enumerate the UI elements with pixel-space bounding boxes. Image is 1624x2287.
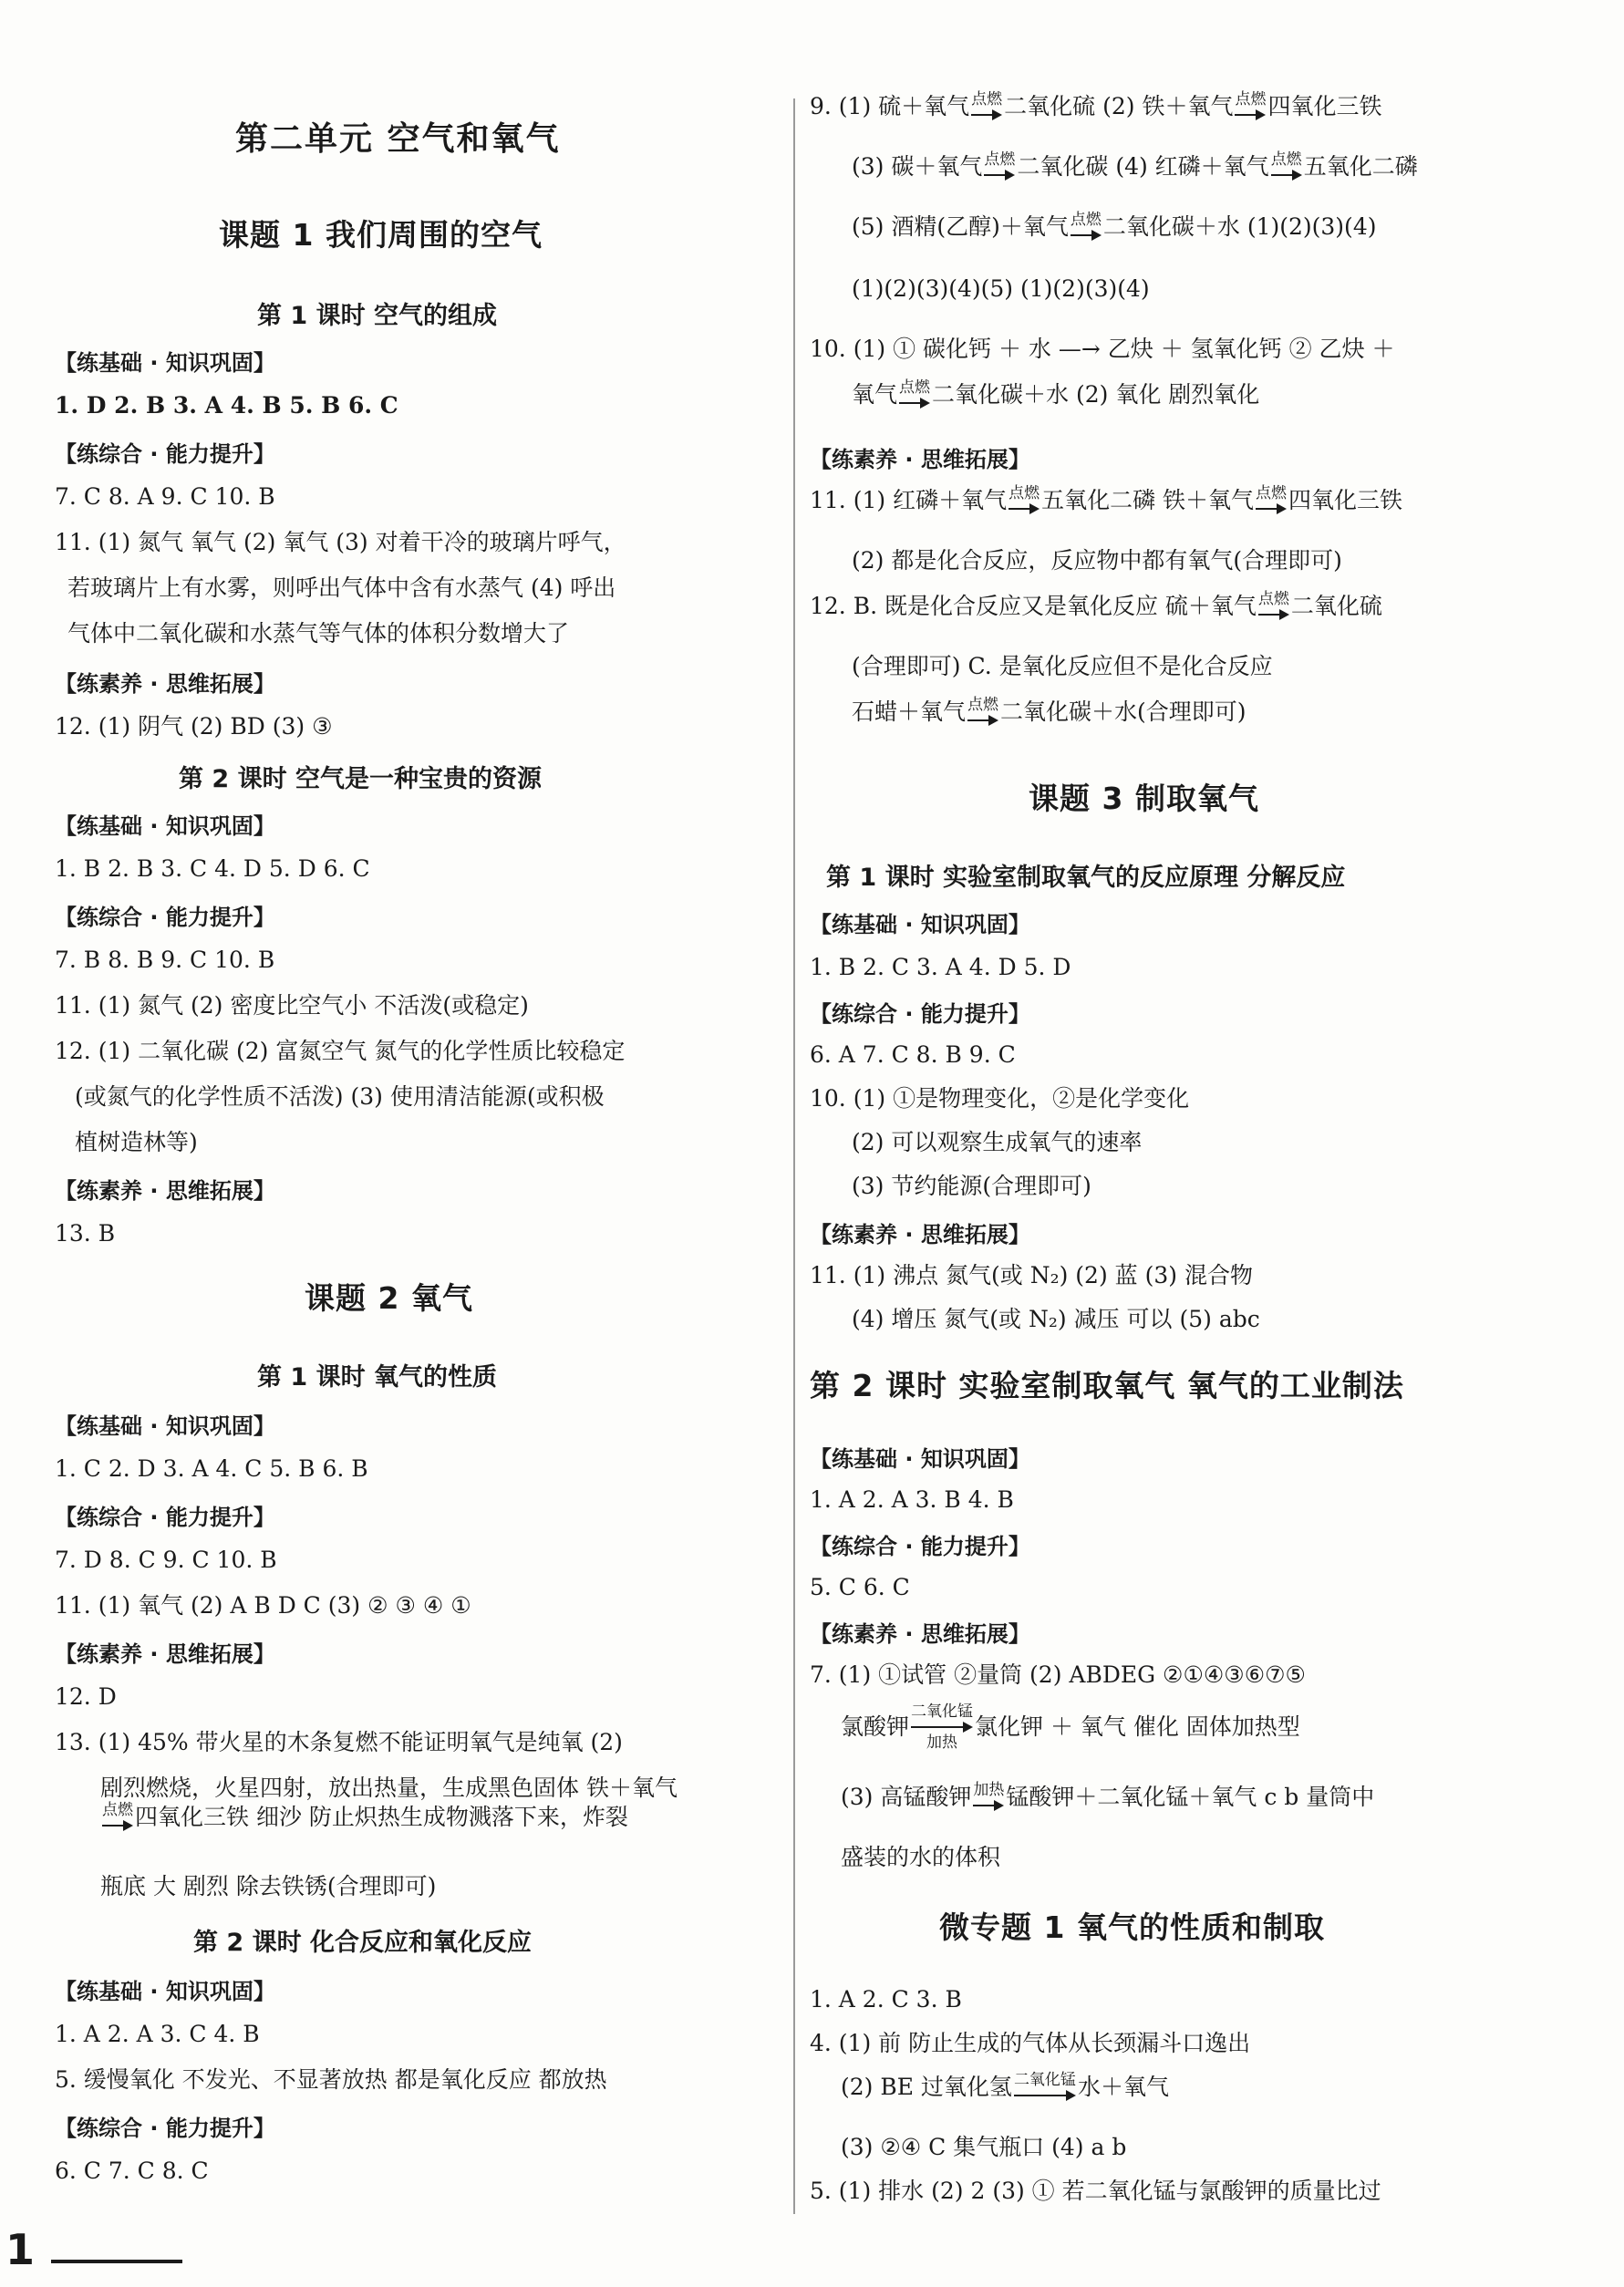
answer-line-equation: 石蜡＋氧气 点燃 二氧化碳＋水(合理即可) xyxy=(852,697,1246,728)
answer-line: 1. B 2. B 3. C 4. D 5. D 6. C xyxy=(55,855,370,882)
arrow-icon xyxy=(1014,2088,1076,2103)
answer-line-equation: (3) 高锰酸钾 加热 锰酸钾＋二氧化锰＋氧气 c b 量筒中 xyxy=(841,1782,1374,1813)
answer-line: 13. (1) 45% 带火星的木条复燃不能证明氧气是纯氧 (2) xyxy=(55,1729,623,1755)
answer-line: 6. C 7. C 8. C xyxy=(55,2158,209,2184)
topic3-title: 课题 3 制取氧气 xyxy=(1029,781,1259,816)
answer-line-equation: 12. B. 既是化合反应又是氧化反应 硫＋氧气 点燃 二氧化硫 xyxy=(810,591,1382,622)
answer-line: 1. A 2. A 3. B 4. B xyxy=(810,1486,1014,1513)
answer-line-equation xyxy=(100,1802,628,1833)
answer-line-equation: 氯酸钾 二氧化锰 加热 氯化钾 ＋ 氧气 催化 固体加热型 xyxy=(841,1702,1300,1752)
reaction-arrow: 点燃 xyxy=(899,379,930,410)
answer-line: 剧烈燃烧，火星四射，放出热量，生成黑色固体 铁＋氧气 xyxy=(100,1775,678,1801)
reaction-arrow: 二氧化锰 xyxy=(1014,2072,1076,2103)
answer-line: 盛装的水的体积 xyxy=(841,1844,1001,1870)
arrow-icon xyxy=(973,1798,1004,1813)
reaction-arrow: 点燃 xyxy=(1258,591,1289,622)
arrow-icon xyxy=(1009,502,1040,516)
answer-line: 5. 缓慢氧化 不发光、不显著放热 都是氧化反应 都放热 xyxy=(55,2066,607,2093)
topic3-lesson2-title: 第 2 课时 实验室制取氧气 氧气的工业制法 xyxy=(810,1368,1404,1403)
answer-line-equation: 9. (1) 硫＋氧气 点燃 二氧化硫 (2) 铁＋氧气 点燃 四氧化三铁 xyxy=(810,91,1382,122)
arrow-icon xyxy=(967,713,998,728)
answer-line: 13. B xyxy=(55,1220,116,1247)
reaction-arrow: 二氧化锰 加热 xyxy=(911,1702,974,1752)
equation-text: 四氧化三铁 细沙 防止炽热生成物溅落下来，炸裂 xyxy=(135,1804,628,1830)
answer-line: (4) 增压 氮气(或 N₂) 减压 可以 (5) abc xyxy=(852,1306,1260,1332)
arrow-icon xyxy=(971,108,1002,122)
topic2-lesson2-title: 第 2 课时 化合反应和氧化反应 xyxy=(193,1929,532,1957)
answer-line: 7. C 8. A 9. C 10. B xyxy=(55,483,275,510)
section-comprehensive: 【练综合 · 能力提升】 xyxy=(810,1001,1030,1027)
answer-line: 11. (1) 氮气 氧气 (2) 氧气 (3) 对着干冷的玻璃片呼气， xyxy=(55,529,626,555)
topic3-lesson1-title: 第 1 课时 实验室制取氧气的反应原理 分解反应 xyxy=(826,864,1346,892)
arrow-icon xyxy=(102,1818,133,1833)
section-literacy: 【练素养 · 思维拓展】 xyxy=(55,1178,275,1204)
section-basic: 【练基础 · 知识巩固】 xyxy=(55,813,275,839)
section-basic: 【练基础 · 知识巩固】 xyxy=(810,1446,1030,1472)
answer-line: (或氮气的化学性质不活泼) (3) 使用清洁能源(或积极 xyxy=(75,1083,605,1110)
answer-line: (3) 节约能源(合理即可) xyxy=(852,1173,1091,1199)
reaction-condition: 点燃 xyxy=(102,1801,133,1819)
answer-line: (2) 可以观察生成氧气的速率 xyxy=(852,1129,1143,1155)
reaction-arrow: 点燃 xyxy=(971,91,1002,122)
reaction-arrow: 加热 xyxy=(973,1782,1004,1813)
section-comprehensive: 【练综合 · 能力提升】 xyxy=(55,2116,275,2141)
arrow-icon xyxy=(899,396,930,410)
answer-line: 4. (1) 前 防止生成的气体从长颈漏斗口逸出 xyxy=(810,2030,1251,2056)
answer-line: 6. A 7. C 8. B 9. C xyxy=(810,1041,1016,1068)
answer-line: 1. A 2. A 3. C 4. B xyxy=(55,2021,260,2047)
special-topic-title: 微专题 1 氧气的性质和制取 xyxy=(939,1909,1325,1945)
answer-line: 7. B 8. B 9. C 10. B xyxy=(55,947,275,973)
answer-line: 10. (1) ①是物理变化，②是化学变化 xyxy=(810,1085,1190,1112)
section-literacy: 【练素养 · 思维拓展】 xyxy=(810,447,1030,472)
answer-line: 10. (1) ① 碳化钙 ＋ 水 —→ 乙炔 ＋ 氢氧化钙 ② 乙炔 ＋ xyxy=(810,336,1395,362)
reaction-arrow: 点燃 xyxy=(1271,151,1302,182)
answer-line: (2) 都是化合反应，反应物中都有氧气(合理即可) xyxy=(852,547,1342,574)
answer-line: 11. (1) 沸点 氮气(或 N₂) (2) 蓝 (3) 混合物 xyxy=(810,1262,1253,1288)
page-number: 1 xyxy=(5,2225,36,2274)
answer-line: 1. D 2. B 3. A 4. B 5. B 6. C xyxy=(55,392,398,419)
topic1-title: 课题 1 我们周围的空气 xyxy=(219,217,543,253)
answer-line: 11. (1) 氧气 (2) A B D C (3) ② ③ ④ ① xyxy=(55,1592,471,1619)
answer-line: (合理即可) C. 是氧化反应但不是化合反应 xyxy=(852,653,1273,679)
answer-line: 12. (1) 阴气 (2) BD (3) ③ xyxy=(55,713,333,740)
answer-line: 气体中二氧化碳和水蒸气等气体的体积分数增大了 xyxy=(67,620,570,647)
answer-line: 7. (1) ①试管 ②量筒 (2) ABDEG ②①④③⑥⑦⑤ xyxy=(810,1661,1306,1688)
page-number-underline xyxy=(51,2260,182,2263)
arrow-icon xyxy=(1235,108,1266,122)
section-literacy: 【练素养 · 思维拓展】 xyxy=(810,1222,1030,1247)
arrow-icon xyxy=(1271,168,1302,182)
answer-line: 瓶底 大 剧烈 除去铁锈(合理即可) xyxy=(100,1873,437,1899)
answer-line: 12. D xyxy=(55,1683,117,1710)
topic2-lesson1-title: 第 1 课时 氧气的性质 xyxy=(257,1363,497,1392)
section-basic: 【练基础 · 知识巩固】 xyxy=(55,350,275,376)
answer-line: 12. (1) 二氧化碳 (2) 富氮空气 氮气的化学性质比较稳定 xyxy=(55,1038,626,1064)
reaction-arrow: 点燃 xyxy=(984,151,1015,182)
topic1-lesson1-title: 第 1 课时 空气的组成 xyxy=(257,302,497,330)
reaction-arrow: 点燃 xyxy=(967,697,998,728)
section-basic: 【练基础 · 知识巩固】 xyxy=(55,1979,275,2004)
answer-line-equation: (2) BE 过氧化氢 二氧化锰 水＋氧气 xyxy=(841,2072,1169,2103)
answer-line: 若玻璃片上有水雾，则呼出气体中含有水蒸气 (4) 呼出 xyxy=(67,574,616,601)
answer-line-equation: 氧气 点燃 二氧化碳＋水 (2) 氧化 剧烈氧化 xyxy=(852,379,1259,410)
section-comprehensive: 【练综合 · 能力提升】 xyxy=(810,1534,1030,1559)
reaction-arrow: 点燃 xyxy=(1071,212,1102,243)
answer-line: (3) ②④ C 集气瓶口 (4) a b xyxy=(841,2134,1127,2160)
reaction-arrow: 点燃 xyxy=(1235,91,1266,122)
answer-line-equation: 11. (1) 红磷＋氧气 点燃 五氧化二磷 铁＋氧气 点燃 四氧化三铁 xyxy=(810,485,1402,516)
answer-line-equation: (5) 酒精(乙醇)＋氧气 点燃 二氧化碳＋水 (1)(2)(3)(4) xyxy=(852,212,1376,243)
arrow-icon xyxy=(984,168,1015,182)
topic2-title: 课题 2 氧气 xyxy=(305,1280,473,1316)
answer-line: 1. A 2. C 3. B xyxy=(810,1986,962,2013)
arrow-icon xyxy=(1258,607,1289,622)
arrow-icon xyxy=(1256,502,1287,516)
answer-line: 植树造林等) xyxy=(75,1129,198,1155)
unit-title: 第二单元 空气和氧气 xyxy=(235,120,561,158)
answer-line: 1. B 2. C 3. A 4. D 5. D xyxy=(810,954,1071,980)
arrow-icon xyxy=(1071,228,1102,243)
section-literacy: 【练素养 · 思维拓展】 xyxy=(55,671,275,697)
arrow-icon xyxy=(911,1720,973,1734)
column-divider xyxy=(793,98,795,2214)
section-literacy: 【练素养 · 思维拓展】 xyxy=(810,1621,1030,1647)
section-basic: 【练基础 · 知识巩固】 xyxy=(810,912,1030,937)
answer-line: 7. D 8. C 9. C 10. B xyxy=(55,1547,277,1573)
answer-line: 1. C 2. D 3. A 4. C 5. B 6. B xyxy=(55,1455,368,1482)
topic1-lesson2-title: 第 2 课时 空气是一种宝贵的资源 xyxy=(179,765,542,793)
answer-line: 5. C 6. C xyxy=(810,1574,910,1600)
section-comprehensive: 【练综合 · 能力提升】 xyxy=(55,905,275,930)
answer-line: (1)(2)(3)(4)(5) (1)(2)(3)(4) xyxy=(852,275,1150,302)
reaction-arrow: 点燃 xyxy=(1009,485,1040,516)
section-literacy: 【练素养 · 思维拓展】 xyxy=(55,1641,275,1667)
reaction-arrow xyxy=(102,1802,133,1833)
answer-line-equation: (3) 碳＋氧气 点燃 二氧化碳 (4) 红磷＋氧气 点燃 五氧化二磷 xyxy=(852,151,1418,182)
section-basic: 【练基础 · 知识巩固】 xyxy=(55,1413,275,1439)
section-comprehensive: 【练综合 · 能力提升】 xyxy=(55,1505,275,1530)
reaction-arrow: 点燃 xyxy=(1256,485,1287,516)
section-comprehensive: 【练综合 · 能力提升】 xyxy=(55,441,275,467)
answer-line: 5. (1) 排水 (2) 2 (3) ① 若二氧化锰与氯酸钾的质量比过 xyxy=(810,2178,1381,2204)
answer-line: 11. (1) 氮气 (2) 密度比空气小 不活泼(或稳定) xyxy=(55,992,529,1019)
